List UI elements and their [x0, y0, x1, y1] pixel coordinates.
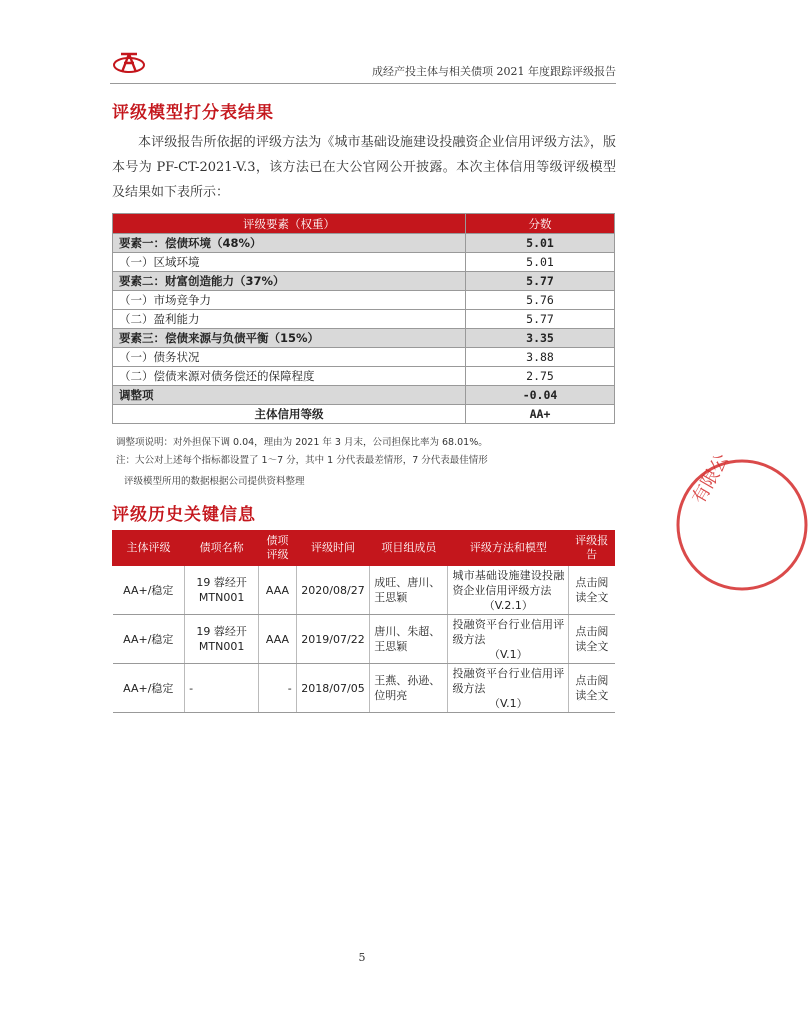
- column-header-team-members: 项目组成员: [370, 531, 448, 566]
- table-header-row: [113, 214, 615, 234]
- method-name: 城市基础设施建设投融资企业信用评级方法: [452, 568, 565, 597]
- factor-label: 主体信用等级: [113, 405, 466, 424]
- table-row: [113, 253, 615, 272]
- table-row: [113, 310, 615, 329]
- team-members: 成旺、唐川、王思颖: [370, 566, 448, 615]
- factor-label: 要素一：偿债环境（48%）: [113, 234, 466, 253]
- issuer-rating: AA+/稳定: [113, 615, 185, 664]
- table-row: [113, 329, 615, 348]
- report-header-title: 成经产投主体与相关债项 2021 年度跟踪评级报告: [372, 65, 616, 78]
- report-link[interactable]: 点击阅读全文: [569, 566, 615, 615]
- bond-name: -: [185, 664, 259, 713]
- rating-date: 2020/08/27: [296, 566, 370, 615]
- table-row: [113, 291, 615, 310]
- rating-date: 2019/07/22: [296, 615, 370, 664]
- factor-score: AA+: [466, 405, 615, 424]
- bond-rating: AAA: [259, 566, 297, 615]
- factor-score: 5.01: [466, 234, 615, 253]
- factor-score: 3.88: [466, 348, 615, 367]
- data-source-note: 评级模型所用的数据根据公司提供资料整理: [124, 476, 305, 487]
- team-members: 王燕、孙逊、位明亮: [370, 664, 448, 713]
- section-heading-rating-history: 评级历史关键信息: [112, 505, 256, 525]
- column-header-bond-name: 债项名称: [185, 531, 259, 566]
- factor-score: 5.01: [466, 253, 615, 272]
- adjustment-note: 调整项说明：对外担保下调 0.04，理由为 2021 年 3 月末，公司担保比率为 68.01%。: [116, 437, 488, 448]
- factor-label: （一）区域环境: [113, 253, 466, 272]
- team-members: 唐川、朱超、王思颖: [370, 615, 448, 664]
- factor-label: 要素三：偿债来源与负债平衡（15%）: [113, 329, 466, 348]
- rating-method: [448, 566, 569, 615]
- scale-note: 注：大公对上述每个指标都设置了 1～7 分，其中 1 分代表最差情形，7 分代表最佳情形: [116, 455, 488, 466]
- table-row: [113, 664, 615, 713]
- table-row: [113, 367, 615, 386]
- method-version: （V.2.1）: [483, 598, 533, 612]
- column-header-bond-rating: 债项评级: [259, 531, 297, 566]
- table-row: [113, 566, 615, 615]
- column-header-rating-date: 评级时间: [296, 531, 370, 566]
- rating-date: 2018/07/05: [296, 664, 370, 713]
- column-header-issuer-rating: 主体评级: [113, 531, 185, 566]
- column-header-report: 评级报告: [569, 531, 615, 566]
- factor-label: （一）市场竞争力: [113, 291, 466, 310]
- issuer-rating: AA+/稳定: [113, 664, 185, 713]
- table-row: [113, 348, 615, 367]
- table-row: [113, 386, 615, 405]
- issuer-rating: AA+/稳定: [113, 566, 185, 615]
- method-version: （V.1）: [489, 696, 528, 710]
- column-header-factor: 评级要素（权重）: [113, 214, 466, 234]
- factor-score: 5.77: [466, 310, 615, 329]
- intro-paragraph: 本评级报告所依据的评级方法为《城市基础设施建设投融资企业信用评级方法》，版本号为 PF-CT-2021-V.3，该方法已在大公官网公开披露。本次主体信用等级评级模型及结果如下表所示：: [112, 135, 616, 200]
- company-seal-stamp: [672, 450, 812, 595]
- seal-text: 有限公: [688, 450, 734, 508]
- factor-score: 2.75: [466, 367, 615, 386]
- method-version: （V.1）: [489, 647, 528, 661]
- bond-name: 19 蓉经开 MTN001: [185, 566, 259, 615]
- column-header-method: 评级方法和模型: [448, 531, 569, 566]
- table-row: [113, 405, 615, 424]
- factor-score: 5.77: [466, 272, 615, 291]
- model-score-table: [112, 213, 615, 424]
- factor-label: 要素二：财富创造能力（37%）: [113, 272, 466, 291]
- bond-name: 19 蓉经开 MTN001: [185, 615, 259, 664]
- factor-score: 5.76: [466, 291, 615, 310]
- table-row: [113, 234, 615, 253]
- factor-label: （一）债务状况: [113, 348, 466, 367]
- section-heading-model-score: 评级模型打分表结果: [112, 103, 274, 123]
- method-name: 投融资平台行业信用评级方法: [452, 617, 565, 646]
- table-header-row: [113, 531, 615, 566]
- rating-method: [448, 615, 569, 664]
- report-link[interactable]: 点击阅读全文: [569, 615, 615, 664]
- factor-label: （二）盈利能力: [113, 310, 466, 329]
- rating-method: [448, 664, 569, 713]
- table-row: [113, 272, 615, 291]
- factor-score: 3.35: [466, 329, 615, 348]
- report-link[interactable]: 点击阅读全文: [569, 664, 615, 713]
- page-number: 5: [358, 951, 366, 964]
- factor-label: 调整项: [113, 386, 466, 405]
- method-name: 投融资平台行业信用评级方法: [452, 666, 565, 695]
- column-header-score: 分数: [466, 214, 615, 234]
- bond-rating: -: [259, 664, 297, 713]
- rating-history-table: [112, 530, 615, 713]
- factor-score: -0.04: [466, 386, 615, 405]
- header-divider: [110, 83, 616, 84]
- factor-label: （二）偿债来源对债务偿还的保障程度: [113, 367, 466, 386]
- table-row: [113, 615, 615, 664]
- bond-rating: AAA: [259, 615, 297, 664]
- company-logo: [112, 48, 146, 78]
